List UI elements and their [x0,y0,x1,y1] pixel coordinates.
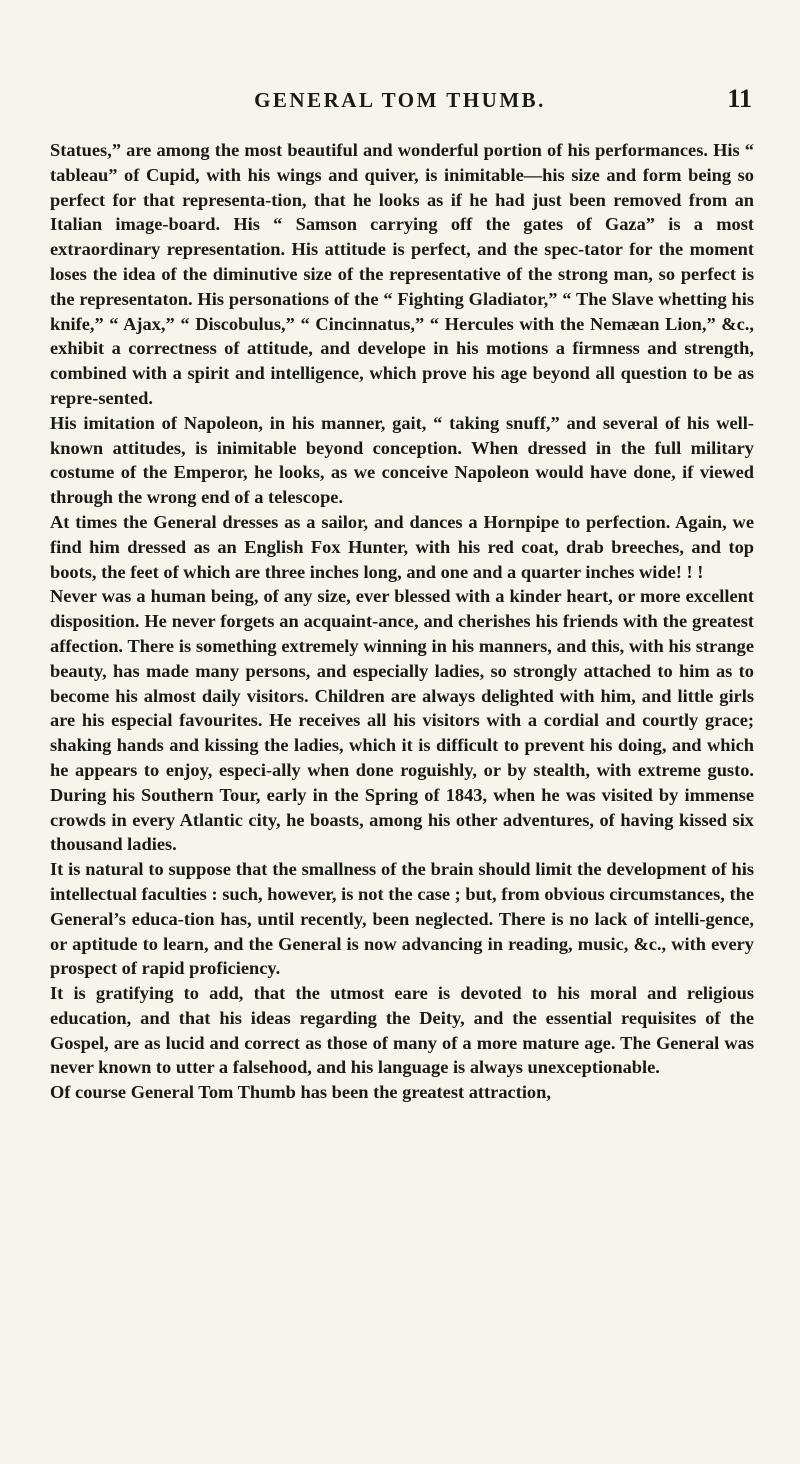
paragraph-education: It is gratifying to add, that the utmost eare is devoted to his moral and religious education, and that his ideas regarding the Deity, and the essential requisites of the Gospel, are as lucid and correct as those of many of a more mature age. The General was never known to utter a falsehood, and his language is always unexceptionable. [50,983,754,1078]
paragraph-disposition: Never was a human being, of any size, ever blessed with a kinder heart, or more excellent disposition. He never forgets an acquaint-ance, and cherishes his friends with the greatest affection. There is something extremely winning in his manners, and this, with his strange beauty, has made many persons, and especially ladies, so strongly attached to him as to become his almost daily visitors. Children are always delighted with him, and little girls are his especial favourites. He receives all his visitors with a cordial and courtly grace; shaking hands and kissing the ladies, which it is difficult to prevent his doing, and which he appears to enjoy, especi-ally when done roguishly, or by stealth, with extreme gusto. During his Southern Tour, early in the Spring of 1843, when he was visited by immense crowds in every Atlantic city, he boasts, among his other adventures, of having kissed six thousand ladies. [50,586,754,855]
paragraph-sailor: At times the General dresses as a sailor, and dances a Hornpipe to perfection. Again, we find him dressed as an English Fox Hunter, with his red coat, drab breeches, and top boots, the feet of which are three inches long, and one and a quarter inches wide! ! ! [50,511,754,582]
page-number: 11 [727,84,752,113]
paragraph-statues: Statues,” are among the most beautiful and wonderful portion of his performances. His “ tableau” of Cupid, with his wings and quiver, is inimitable—his size and form being so perfect for that representa-tion, that he looks as if he had just been removed from an Italian image-board. His “ Samson carrying off the gates of Gaza” is a most extraordinary representation. His attitude is perfect, and the spec-tator for the moment loses the idea of the diminutive size of the representative of the strong man, so perfect is the representaton. His personations of the “ Fighting Gladiator,” “ The Slave whetting his knife,” “ Ajax,” “ Discobulus,” “ Cincinnatus,” “ Hercules with the Nemæan Lion,” &c., exhibit a correctness of attitude, and develope in his motions a firmness and strength, combined with a spirit and intelligence, which prove his age beyond all question to be as repre-sented. [50,140,754,408]
paragraph-attraction: Of course General Tom Thumb has been the greatest attraction, [50,1082,551,1103]
paragraph-intellect: It is natural to suppose that the smallness of the brain should limit the development of his intellectual faculties : such, however, is not the case ; but, from obvious circumstances, the General’s educa-tion has, until recently, been neglected. There is no lack of intelli-gence, or aptitude to learn, and the General is now advancing in reading, music, &c., with every prospect of rapid proficiency. [50,859,754,979]
paragraph-napoleon: His imitation of Napoleon, in his manner, gait, “ taking snuff,” and several of his well-known attitudes, is inimitable beyond conception. When dressed in the full military costume of the Emperor, he looks, as we conceive Napoleon would have done, if viewed through the wrong end of a telescope. [50,412,754,508]
body-text [50,138,754,1105]
running-head [48,84,752,118]
running-title: GENERAL TOM THUMB. [254,88,546,112]
